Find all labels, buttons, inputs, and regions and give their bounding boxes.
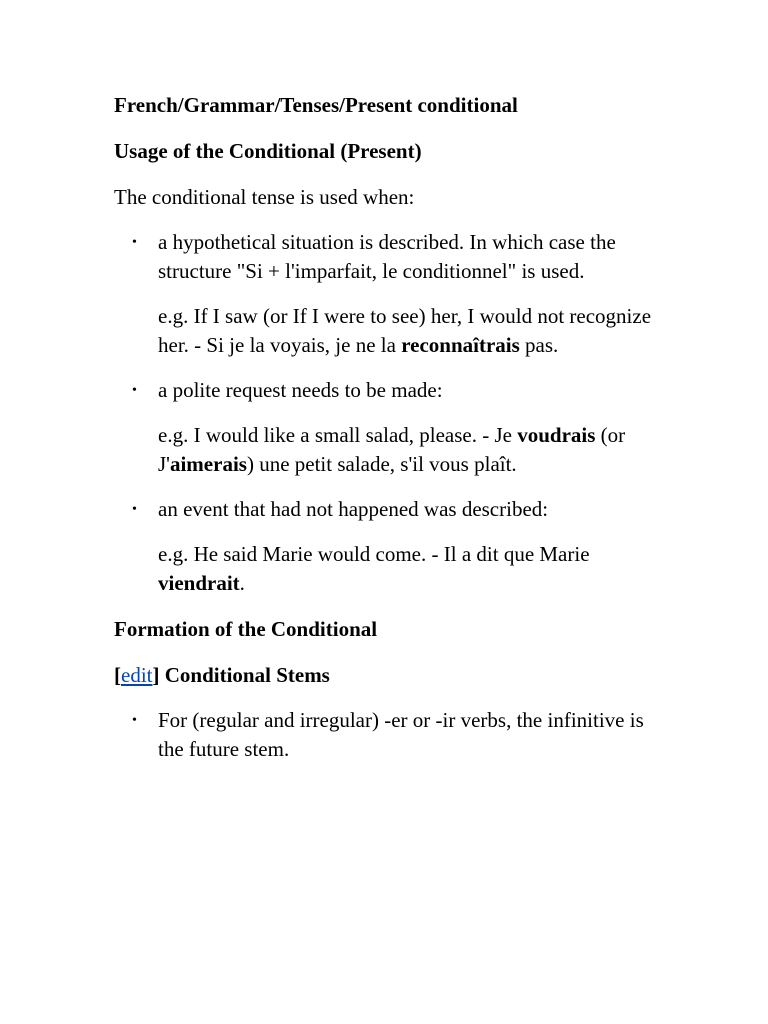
document-page — [114, 90, 654, 780]
intro-paragraph: The conditional tense is used when: — [114, 185, 415, 209]
bullet-icon: • — [132, 383, 137, 398]
bracket-close: ] — [152, 663, 160, 687]
example-text — [158, 421, 654, 479]
list-item-text: an event that had not happened was described: — [158, 497, 549, 521]
example-text-before: e.g. If I saw (or If I were to see) her, I would not recognize her. - Si je la voyais, je ne la — [158, 304, 652, 357]
list-item — [114, 228, 654, 360]
example-text-after: . — [239, 571, 245, 595]
example-bold-verb: viendrait — [158, 571, 240, 595]
example-text-middle: (or J' — [158, 423, 626, 476]
list-item — [114, 495, 654, 598]
stems-list — [114, 706, 654, 764]
example-text-after: ) une petit salade, s'il vous plaît. — [246, 452, 517, 476]
example-text — [158, 302, 654, 360]
example-bold-verb: voudrais — [517, 423, 596, 447]
example-text-before: e.g. He said Marie would come. - Il a dit que Marie — [158, 542, 590, 566]
list-item-text: a hypothetical situation is described. In which case the structure "Si + l'imparfait, le conditionnel" is used. — [158, 230, 616, 283]
stems-heading-label: Conditional Stems — [159, 663, 330, 687]
list-item — [114, 376, 654, 479]
stems-heading — [114, 660, 654, 690]
list-item-text: For (regular and irregular) -er or -ir verbs, the infinitive is the future stem. — [158, 708, 644, 761]
bracket-open: [ — [114, 663, 121, 687]
bullet-icon: • — [132, 502, 137, 517]
bullet-icon: • — [132, 235, 137, 250]
edit-link[interactable]: edit — [121, 663, 153, 687]
list-item — [114, 706, 654, 764]
example-bold-verb: aimerais — [169, 452, 247, 476]
list-item-text: a polite request needs to be made: — [158, 378, 443, 402]
bullet-icon: • — [132, 713, 137, 728]
usage-heading: Usage of the Conditional (Present) — [114, 139, 422, 163]
page-title: French/Grammar/Tenses/Present conditional — [114, 93, 518, 117]
example-bold-verb: reconnaîtrais — [401, 333, 520, 357]
example-text-before: e.g. I would like a small salad, please. - Je — [158, 423, 518, 447]
usage-list — [114, 228, 654, 598]
example-text — [158, 540, 654, 598]
example-text-after: pas. — [519, 333, 559, 357]
formation-heading: Formation of the Conditional — [114, 617, 378, 641]
